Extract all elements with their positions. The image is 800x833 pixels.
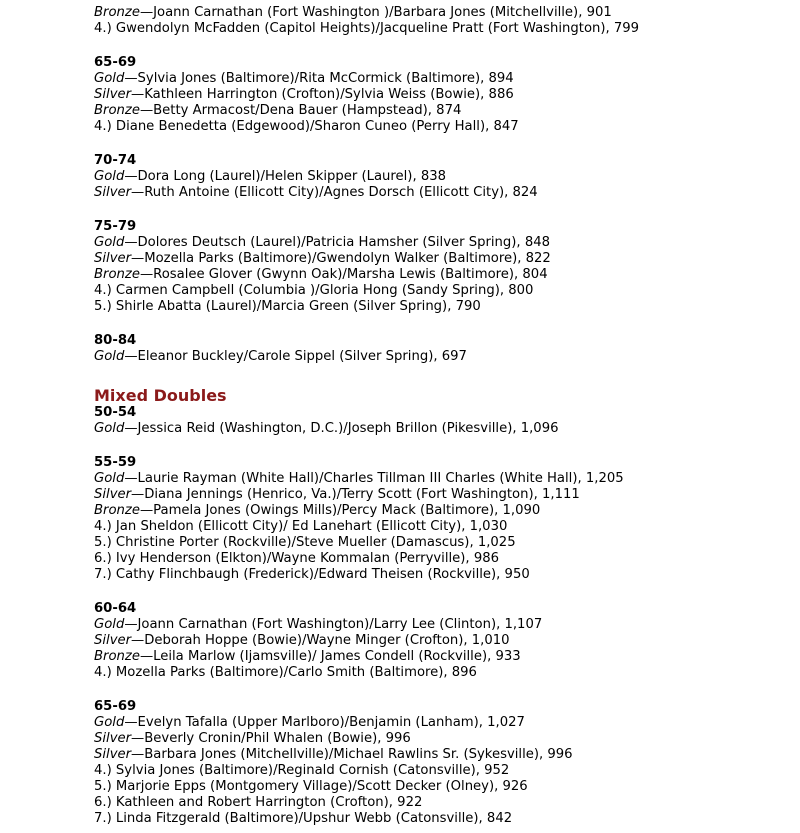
entry-text: —Betty Armacost/Dena Bauer (Hampstead), 874 (139, 103, 462, 118)
medal-label: Silver (94, 185, 132, 200)
result-entry (94, 119, 794, 135)
entry-text: —Joann Carnathan (Fort Washington)/Larry Lee (Clinton), 1,107 (124, 617, 543, 632)
entry-text: —Joann Carnathan (Fort Washington )/Barbara Jones (Mitchellville), 901 (139, 5, 612, 20)
result-entry (94, 87, 794, 103)
spacer (94, 365, 794, 387)
result-entry (94, 649, 794, 665)
medal-label: Bronze (94, 267, 140, 282)
age-group-heading: 75-79 (94, 219, 137, 234)
age-group-heading: 70-74 (94, 153, 137, 168)
medal-label: Gold (94, 715, 125, 730)
entry-text: 5.) Christine Porter (Rockville)/Steve Mueller (Damascus), 1,025 (94, 535, 516, 550)
spacer (94, 583, 794, 601)
entry-text: —Pamela Jones (Owings Mills)/Percy Mack (Baltimore), 1,090 (139, 503, 541, 518)
medal-label: Silver (94, 747, 132, 762)
entry-text: —Evelyn Tafalla (Upper Marlboro)/Benjamin (Lanham), 1,027 (124, 715, 525, 730)
entry-text: 4.) Diane Benedetta (Edgewood)/Sharon Cuneo (Perry Hall), 847 (94, 119, 519, 134)
result-entry (94, 71, 794, 87)
entry-text: 4.) Jan Sheldon (Ellicott City)/ Ed Lanehart (Ellicott City), 1,030 (94, 519, 508, 534)
result-entry (94, 715, 794, 731)
spacer (94, 315, 794, 333)
spacer (94, 37, 794, 55)
entry-text: —Mozella Parks (Baltimore)/Gwendolyn Walker (Baltimore), 822 (131, 251, 551, 266)
medal-label: Gold (94, 169, 125, 184)
entry-text: 7.) Cathy Flinchbaugh (Frederick)/Edward Theisen (Rockville), 950 (94, 567, 530, 582)
entry-text: —Rosalee Glover (Gwynn Oak)/Marsha Lewis (Baltimore), 804 (139, 267, 548, 282)
age-group (94, 201, 794, 315)
entry-text: 4.) Carmen Campbell (Columbia )/Gloria Hong (Sandy Spring), 800 (94, 283, 534, 298)
entry-text: 7.) Linda Fitzgerald (Baltimore)/Upshur Webb (Catonsville), 842 (94, 811, 513, 826)
result-entry (94, 5, 794, 21)
medal-label: Gold (94, 71, 125, 86)
entry-text: 4.) Sylvia Jones (Baltimore)/Reginald Cornish (Catonsville), 952 (94, 763, 510, 778)
result-entry (94, 471, 794, 487)
age-group (94, 365, 794, 437)
result-entry (94, 551, 794, 567)
entry-text: 5.) Shirle Abatta (Laurel)/Marcia Green (Silver Spring), 790 (94, 299, 481, 314)
entry-text: —Eleanor Buckley/Carole Sippel (Silver Spring), 697 (124, 349, 467, 364)
result-entry (94, 617, 794, 633)
spacer (94, 681, 794, 699)
spacer (94, 201, 794, 219)
result-entry (94, 665, 794, 681)
result-entry (94, 251, 794, 267)
result-entry (94, 519, 794, 535)
medal-label: Bronze (94, 503, 140, 518)
spacer (94, 135, 794, 153)
section-title: Mixed Doubles (94, 386, 227, 405)
age-group (94, 315, 794, 365)
entry-text: —Dora Long (Laurel)/Helen Skipper (Laurel), 838 (124, 169, 447, 184)
entry-text: 5.) Marjorie Epps (Montgomery Village)/Scott Decker (Olney), 926 (94, 779, 528, 794)
medal-label: Bronze (94, 103, 140, 118)
medal-label: Gold (94, 471, 125, 486)
age-group (94, 135, 794, 201)
result-entry (94, 811, 794, 827)
age-group (94, 583, 794, 681)
result-entry (94, 503, 794, 519)
medal-label: Gold (94, 235, 125, 250)
result-entry (94, 487, 794, 503)
age-group-heading: 65-69 (94, 55, 137, 70)
entry-text: —Beverly Cronin/Phil Whalen (Bowie), 996 (131, 731, 411, 746)
result-entry (94, 349, 794, 365)
age-group (94, 437, 794, 583)
result-entry (94, 747, 794, 763)
result-entry (94, 779, 794, 795)
age-group-heading: 50-54 (94, 405, 137, 420)
medal-label: Gold (94, 349, 125, 364)
result-entry (94, 633, 794, 649)
medal-label: Silver (94, 251, 132, 266)
entry-text: 4.) Gwendolyn McFadden (Capitol Heights)/Jacqueline Pratt (Fort Washington), 799 (94, 21, 640, 36)
age-group-heading: 80-84 (94, 333, 137, 348)
entry-text: —Barbara Jones (Mitchellville)/Michael Rawlins Sr. (Sykesville), 996 (131, 747, 573, 762)
medal-label: Gold (94, 421, 125, 436)
age-group-heading: 65-69 (94, 699, 137, 714)
result-entry (94, 235, 794, 251)
spacer (94, 437, 794, 455)
medal-label: Silver (94, 487, 132, 502)
result-entry (94, 185, 794, 201)
age-group (94, 5, 794, 37)
entry-text: —Kathleen Harrington (Crofton)/Sylvia Weiss (Bowie), 886 (131, 87, 514, 102)
age-group (94, 681, 794, 827)
entry-text: 4.) Mozella Parks (Baltimore)/Carlo Smith (Baltimore), 896 (94, 665, 477, 680)
entry-text: —Deborah Hoppe (Bowie)/Wayne Minger (Crofton), 1,010 (131, 633, 510, 648)
result-entry (94, 169, 794, 185)
results-document (94, 5, 794, 827)
result-entry (94, 731, 794, 747)
medal-label: Silver (94, 87, 132, 102)
entry-text: —Ruth Antoine (Ellicott City)/Agnes Dorsch (Ellicott City), 824 (131, 185, 538, 200)
result-entry (94, 103, 794, 119)
medal-label: Silver (94, 633, 132, 648)
result-entry (94, 421, 794, 437)
entry-text: —Dolores Deutsch (Laurel)/Patricia Hamsher (Silver Spring), 848 (124, 235, 550, 250)
result-entry (94, 283, 794, 299)
entry-text: —Laurie Rayman (White Hall)/Charles Tillman III Charles (White Hall), 1,205 (124, 471, 624, 486)
result-entry (94, 267, 794, 283)
result-entry (94, 567, 794, 583)
medal-label: Silver (94, 731, 132, 746)
entry-text: —Leila Marlow (Ijamsville)/ James Condell (Rockville), 933 (139, 649, 521, 664)
result-entry (94, 535, 794, 551)
entry-text: —Diana Jennings (Henrico, Va.)/Terry Scott (Fort Washington), 1,111 (131, 487, 580, 502)
entry-text: 6.) Kathleen and Robert Harrington (Crofton), 922 (94, 795, 423, 810)
result-entry (94, 299, 794, 315)
result-entry (94, 21, 794, 37)
medal-label: Bronze (94, 5, 140, 20)
age-group (94, 37, 794, 135)
entry-text: —Sylvia Jones (Baltimore)/Rita McCormick (Baltimore), 894 (124, 71, 514, 86)
age-group-heading: 55-59 (94, 455, 137, 470)
result-entry (94, 763, 794, 779)
age-group-heading: 60-64 (94, 601, 137, 616)
entry-text: —Jessica Reid (Washington, D.C.)/Joseph Brillon (Pikesville), 1,096 (124, 421, 559, 436)
result-entry (94, 795, 794, 811)
medal-label: Bronze (94, 649, 140, 664)
medal-label: Gold (94, 617, 125, 632)
entry-text: 6.) Ivy Henderson (Elkton)/Wayne Kommalan (Perryville), 986 (94, 551, 499, 566)
